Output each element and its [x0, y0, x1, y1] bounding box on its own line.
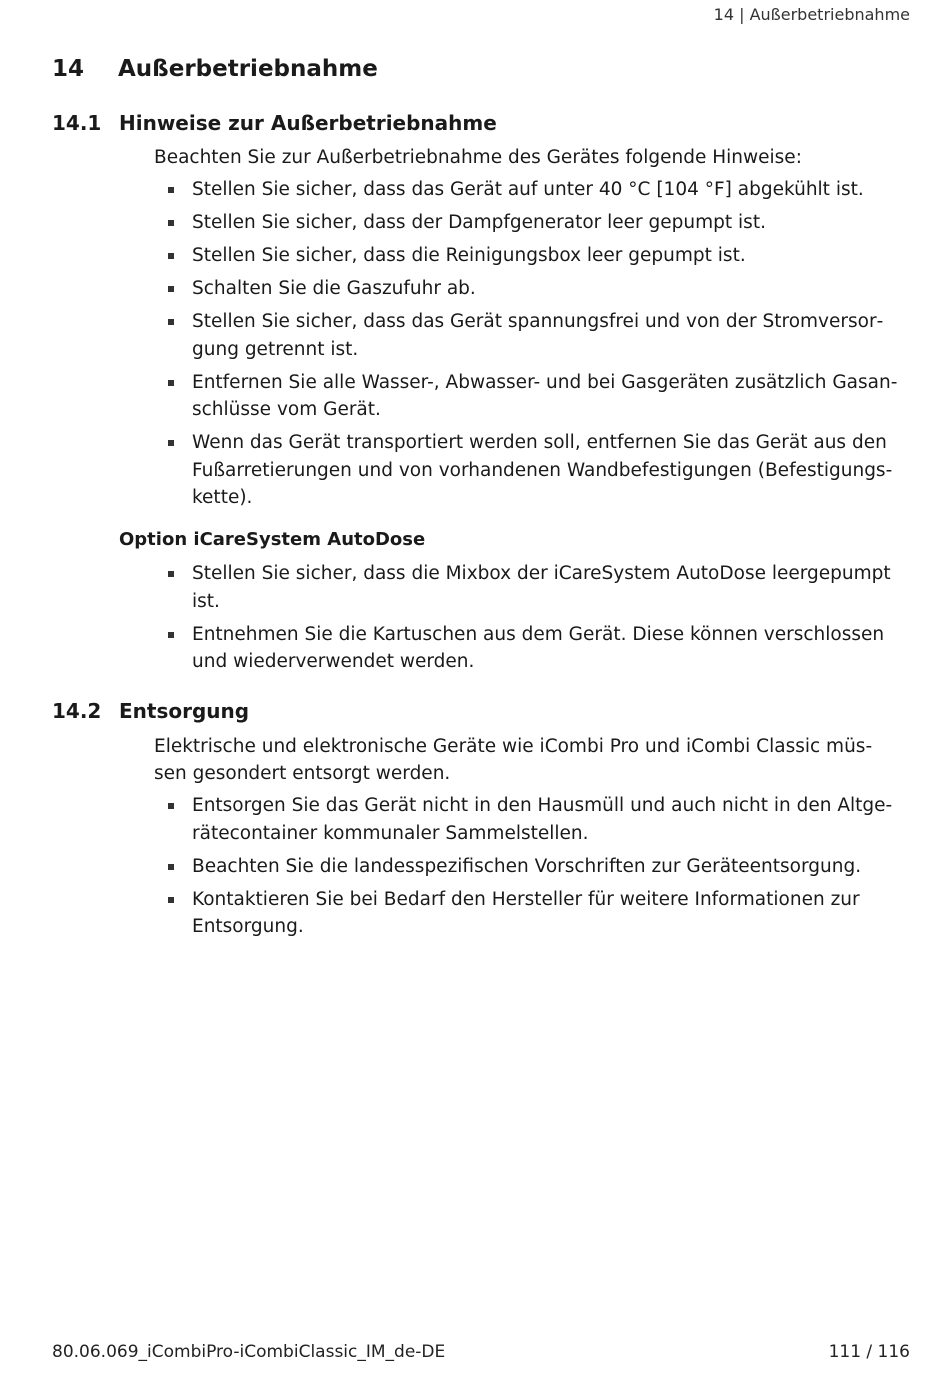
list-item: Stellen Sie sicher, dass die Mixbox der iCareSystem AutoDose leergepumpt ist.: [166, 560, 911, 615]
section-intro: Beachten Sie zur Außerbetriebnahme des Gerätes folgende Hinweise:: [154, 147, 802, 168]
section-number: 14.2: [52, 699, 102, 723]
list-item: Beachten Sie die landesspezifischen Vorschriften zur Geräteentsorgung.: [166, 853, 911, 881]
list-item: Entfernen Sie alle Wasser-, Abwasser- und bei Gasgeräten zusätzlich Gasanschlüsse vom Gerät.: [166, 369, 911, 424]
bullet-list-decommissioning: [166, 176, 911, 517]
list-item: Entnehmen Sie die Kartuschen aus dem Gerät. Diese können verschlossen und wiederverwendet werden.: [166, 621, 911, 676]
list-item: Wenn das Gerät transportiert werden soll, entfernen Sie das Gerät aus den Fußarretierungen und von vorhandenen Wandbefestigungen (Befestigungskette).: [166, 429, 911, 512]
document-id: 80.06.069_iCombiPro-iCombiClassic_IM_de-DE: [52, 1342, 446, 1362]
option-heading: Option iCareSystem AutoDose: [119, 529, 426, 550]
list-item: Entsorgen Sie das Gerät nicht in den Hausmüll und auch nicht in den Altgerätecontainer kommunaler Sammelstellen.: [166, 792, 911, 847]
list-item: Stellen Sie sicher, dass die Reinigungsbox leer gepumpt ist.: [166, 242, 911, 270]
page-number: 111 / 116: [828, 1342, 910, 1362]
section-intro: Elektrische und elektronische Geräte wie iCombi Pro und iCombi Classic müssen gesondert entsorgt werden.: [154, 736, 873, 784]
chapter-title: Außerbetriebnahme: [118, 56, 378, 82]
chapter-number: 14: [52, 56, 85, 82]
section-title: Hinweise zur Außerbetriebnahme: [119, 111, 497, 135]
section-heading-14-1: [52, 111, 497, 135]
bullet-list-disposal: [166, 792, 911, 946]
list-item: Stellen Sie sicher, dass der Dampfgenerator leer gepumpt ist.: [166, 209, 911, 237]
list-item: Kontaktieren Sie bei Bedarf den Hersteller für weitere Informationen zur Entsorgung.: [166, 886, 911, 941]
section-number: 14.1: [52, 111, 102, 135]
chapter-heading: [52, 56, 378, 82]
list-item: Stellen Sie sicher, dass das Gerät auf unter 40 °C [104 °F] abgekühlt ist.: [166, 176, 911, 204]
section-title: Entsorgung: [119, 699, 250, 723]
running-header: 14 | Außerbetriebnahme: [713, 5, 910, 24]
list-item: Schalten Sie die Gaszufuhr ab.: [166, 275, 911, 303]
bullet-list-option: [166, 560, 911, 681]
section-heading-14-2: [52, 699, 249, 723]
list-item: Stellen Sie sicher, dass das Gerät spannungsfrei und von der Stromversorgung getrennt ist.: [166, 308, 911, 363]
